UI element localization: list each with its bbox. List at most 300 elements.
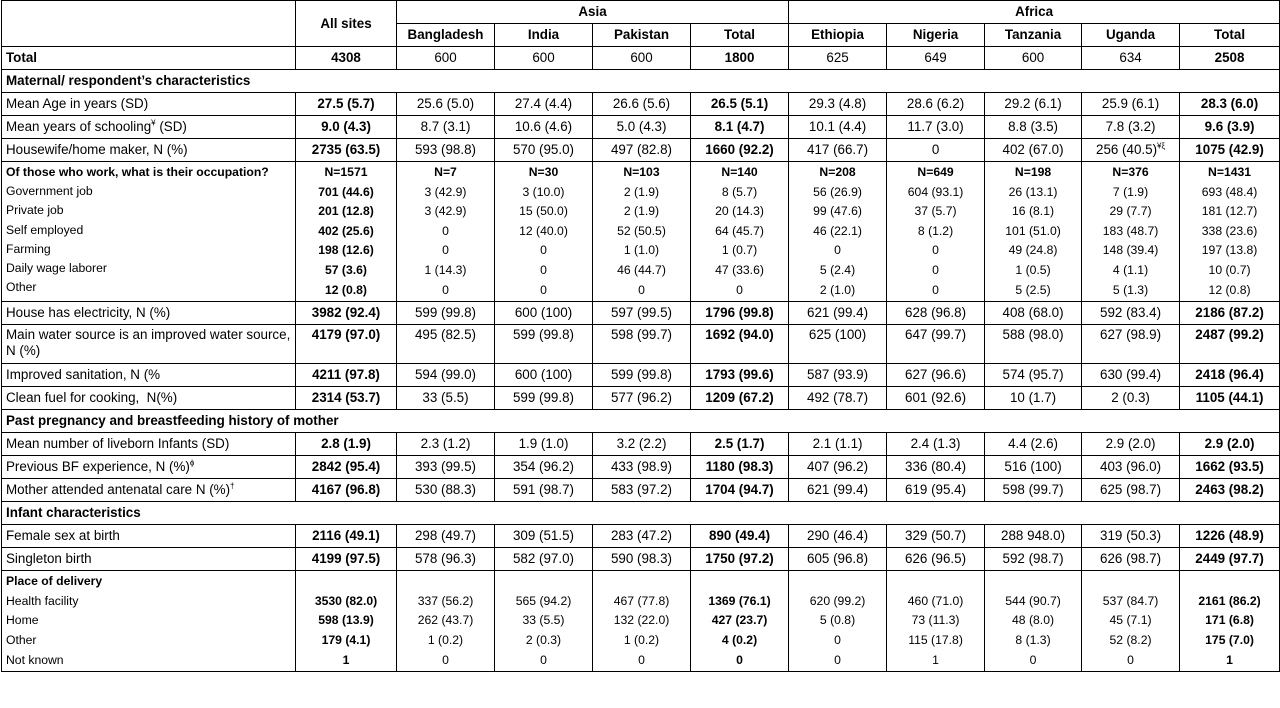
total-row — [2, 47, 1280, 70]
cell: 599 (99.8) — [397, 302, 495, 325]
cell: 8.1 (4.7) — [691, 116, 789, 139]
cell-value: 0 — [736, 282, 743, 297]
cell: 577 (96.2) — [593, 387, 691, 410]
cell-value: 338 (23.6) — [1201, 223, 1258, 238]
cell-value: 7 (1.9) — [1112, 184, 1149, 199]
cell-value: 402 (25.6) — [318, 223, 374, 238]
cell-value: 99 (47.6) — [813, 204, 862, 219]
cell: 9.6 (3.9) — [1180, 116, 1280, 139]
cell: 1704 (94.7) — [691, 479, 789, 502]
cell: 599 (99.8) — [593, 364, 691, 387]
cell-value: 4 (0.2) — [721, 632, 758, 647]
cell: 2.8 (1.9) — [296, 433, 397, 456]
table-row — [2, 433, 1280, 456]
cell-value: 337 (56.2) — [417, 593, 474, 608]
cell-value: 12 (40.0) — [519, 223, 568, 238]
cell-value: 1 — [932, 652, 939, 667]
delivery-col — [495, 571, 593, 672]
n-value: N=649 — [917, 165, 954, 179]
n-value: N=7 — [434, 165, 457, 179]
cell-value: 604 (93.1) — [907, 184, 964, 199]
table-row — [2, 116, 1280, 139]
row-label: Mean Age in years (SD) — [2, 93, 296, 116]
occupation-label: Daily wage laborer — [6, 261, 107, 276]
cell-value: 52 (8.2) — [1109, 632, 1152, 647]
occupation-label: Self employed — [6, 222, 84, 237]
cell-value: 1 (0.2) — [623, 632, 660, 647]
cell: 407 (96.2) — [789, 456, 887, 479]
cell: 591 (98.7) — [495, 479, 593, 502]
cell: 1793 (99.6) — [691, 364, 789, 387]
cell-value: 0 — [736, 652, 743, 667]
cell: 600 — [495, 47, 593, 70]
cell: 288 948.0) — [985, 525, 1082, 548]
cell: 1660 (92.2) — [691, 139, 789, 162]
cell-value: 3 (42.9) — [424, 204, 467, 219]
cell-value: 1 — [342, 652, 350, 667]
cell-value: 181 (12.7) — [1201, 204, 1258, 219]
cell-value: 37 (5.7) — [914, 204, 957, 219]
row-label: Improved sanitation, N (% — [2, 364, 296, 387]
cell-value: 12 (0.8) — [324, 282, 367, 297]
header-country: Bangladesh — [397, 24, 495, 47]
cell: 2463 (98.2) — [1180, 479, 1280, 502]
cell-value: 256 (40.5) — [1096, 142, 1158, 157]
cell: 625 (98.7) — [1082, 479, 1180, 502]
cell-value: 598 (13.9) — [318, 613, 374, 628]
delivery-label: Health facility — [6, 593, 79, 608]
cell: 627 (98.9) — [1082, 325, 1180, 364]
cell-value: 183 (48.7) — [1102, 223, 1159, 238]
cell-value: 33 (5.5) — [522, 613, 565, 628]
cell-value: 73 (11.3) — [911, 613, 960, 628]
table-row — [2, 302, 1280, 325]
cell-value: 1 (1.0) — [623, 243, 660, 258]
delivery-col — [593, 571, 691, 672]
cell: 2418 (96.4) — [1180, 364, 1280, 387]
cell-value: 16 (8.1) — [1012, 204, 1055, 219]
cell-value: 1369 (76.1) — [708, 593, 771, 608]
cell-value: 620 (99.2) — [809, 593, 866, 608]
cell: 2116 (49.1) — [296, 525, 397, 548]
cell: 630 (99.4) — [1082, 364, 1180, 387]
cell: 626 (98.7) — [1082, 548, 1180, 571]
header-asia: Asia — [397, 1, 789, 24]
cell: 2.3 (1.2) — [397, 433, 495, 456]
table-row — [2, 139, 1280, 162]
cell-value: 0 — [834, 632, 841, 647]
cell-value: 4 (1.1) — [1112, 262, 1149, 277]
cell: 27.4 (4.4) — [495, 93, 593, 116]
cell: 3.2 (2.2) — [593, 433, 691, 456]
row-label: Female sex at birth — [2, 525, 296, 548]
cell-value: 8 (5.7) — [721, 184, 758, 199]
cell-value: 2 (0.3) — [525, 632, 562, 647]
cell: 598 (99.7) — [985, 479, 1082, 502]
table-row — [2, 525, 1280, 548]
cell: 1796 (99.8) — [691, 302, 789, 325]
section-row — [2, 410, 1280, 433]
cell: 29.3 (4.8) — [789, 93, 887, 116]
delivery-labels — [2, 571, 296, 672]
table-row — [2, 325, 1280, 364]
n-value: N=376 — [1112, 165, 1149, 179]
cell-value: 0 — [834, 243, 841, 258]
occupation-col — [397, 162, 495, 302]
footnote-mark: † — [230, 481, 235, 491]
cell: 33 (5.5) — [397, 387, 495, 410]
cell: 433 (98.9) — [593, 456, 691, 479]
cell: 29.2 (6.1) — [985, 93, 1082, 116]
cell: 2 (0.3) — [1082, 387, 1180, 410]
header-row-regions — [2, 1, 1280, 24]
cell: 0 — [887, 139, 985, 162]
cell: 625 (100) — [789, 325, 887, 364]
cell: 2.4 (1.3) — [887, 433, 985, 456]
cell-value: 0 — [1127, 652, 1134, 667]
cell-value: 427 (23.7) — [711, 613, 768, 628]
section-heading: Past pregnancy and breastfeeding history of mother — [2, 410, 1280, 433]
cell: 582 (97.0) — [495, 548, 593, 571]
cell: 1180 (98.3) — [691, 456, 789, 479]
cell: 574 (95.7) — [985, 364, 1082, 387]
cell-value: 262 (43.7) — [417, 613, 474, 628]
cell-value: 537 (84.7) — [1102, 593, 1159, 608]
cell: 1226 (48.9) — [1180, 525, 1280, 548]
cell-value: 467 (77.8) — [613, 593, 670, 608]
cell-value: 46 (22.1) — [813, 223, 862, 238]
cell-value: 0 — [932, 243, 939, 258]
cell: 588 (98.0) — [985, 325, 1082, 364]
cell: 626 (96.5) — [887, 548, 985, 571]
header-blank-cell — [2, 1, 296, 47]
occupation-col — [1082, 162, 1180, 302]
occupation-col — [789, 162, 887, 302]
cell-value: 1 (0.7) — [721, 243, 758, 258]
delivery-col — [691, 571, 789, 672]
characteristics-table — [1, 0, 1280, 672]
cell-value: 26 (13.1) — [1008, 184, 1058, 199]
cell: 516 (100) — [985, 456, 1082, 479]
header-country: Uganda — [1082, 24, 1180, 47]
cell-value: 198 (12.6) — [318, 243, 374, 258]
cell-value: 2 (1.9) — [623, 204, 660, 219]
cell-value: 12 (0.8) — [1208, 282, 1251, 297]
table-row — [2, 548, 1280, 571]
cell: 625 — [789, 47, 887, 70]
cell-value: 0 — [540, 652, 547, 667]
header-africa: Africa — [789, 1, 1280, 24]
occupation-label: Other — [6, 280, 37, 295]
cell: 1.9 (1.0) — [495, 433, 593, 456]
cell: 283 (47.2) — [593, 525, 691, 548]
n-value: N=103 — [623, 165, 660, 179]
cell: 492 (78.7) — [789, 387, 887, 410]
cell-value: 148 (39.4) — [1102, 243, 1159, 258]
cell-value: 56 (26.9) — [813, 184, 862, 199]
occupation-col — [985, 162, 1082, 302]
cell-value: 544 (90.7) — [1005, 593, 1061, 608]
row-label: Clean fuel for cooking, N(%) — [2, 387, 296, 410]
row-label-text: Previous BF experience, N (%) — [6, 459, 190, 475]
cell-value: 132 (22.0) — [613, 613, 670, 628]
cell: 599 (99.8) — [495, 325, 593, 364]
cell: 9.0 (4.3) — [296, 116, 397, 139]
cell-value: 0 — [834, 652, 841, 667]
cell: 2.9 (2.0) — [1180, 433, 1280, 456]
cell — [1082, 139, 1180, 162]
cell: 621 (99.4) — [789, 479, 887, 502]
cell: 1209 (67.2) — [691, 387, 789, 410]
cell: 309 (51.5) — [495, 525, 593, 548]
cell: 25.9 (6.1) — [1082, 93, 1180, 116]
cell-value: 5 (2.4) — [819, 262, 856, 277]
cell: 890 (49.4) — [691, 525, 789, 548]
cell-value: 5 (2.5) — [1015, 282, 1051, 297]
cell: 2186 (87.2) — [1180, 302, 1280, 325]
section-row — [2, 70, 1280, 93]
occupation-col — [593, 162, 691, 302]
cell-value: 52 (50.5) — [617, 223, 666, 238]
cell-value: 565 (94.2) — [515, 593, 572, 608]
cell-value: 2 (1.0) — [819, 282, 856, 297]
table-row — [2, 364, 1280, 387]
cell: 2842 (95.4) — [296, 456, 397, 479]
occupation-col — [296, 162, 397, 302]
cell: 2508 — [1180, 47, 1280, 70]
header-country: Ethiopia — [789, 24, 887, 47]
cell: 578 (96.3) — [397, 548, 495, 571]
cell: 600 — [593, 47, 691, 70]
occupation-col — [691, 162, 789, 302]
delivery-label: Home — [6, 613, 39, 628]
cell-value: 29 (7.7) — [1109, 204, 1152, 219]
cell-value: 1 — [1226, 652, 1233, 667]
cell: 4199 (97.5) — [296, 548, 397, 571]
cell: 4211 (97.8) — [296, 364, 397, 387]
cell: 583 (97.2) — [593, 479, 691, 502]
cell: 600 — [985, 47, 1082, 70]
cell: 634 — [1082, 47, 1180, 70]
cell-value: 175 (7.0) — [1205, 632, 1254, 647]
cell: 599 (99.8) — [495, 387, 593, 410]
cell: 4179 (97.0) — [296, 325, 397, 364]
delivery-col — [887, 571, 985, 672]
n-value: N=198 — [1014, 165, 1052, 179]
cell: 26.6 (5.6) — [593, 93, 691, 116]
cell-value: 197 (13.8) — [1201, 243, 1258, 258]
row-label — [2, 456, 296, 479]
section-heading: Infant characteristics — [2, 502, 1280, 525]
cell: 28.3 (6.0) — [1180, 93, 1280, 116]
cell: 2735 (63.5) — [296, 139, 397, 162]
row-label: Singleton birth — [2, 548, 296, 571]
cell: 4308 — [296, 47, 397, 70]
delivery-title: Place of delivery — [6, 574, 103, 589]
cell-value: 701 (44.6) — [318, 184, 374, 199]
cell: 601 (92.6) — [887, 387, 985, 410]
delivery-col — [789, 571, 887, 672]
occupation-title: Of those who work, what is their occupation? — [6, 165, 269, 179]
header-country: Nigeria — [887, 24, 985, 47]
cell: 2.5 (1.7) — [691, 433, 789, 456]
cell-value: 2161 (86.2) — [1198, 593, 1261, 608]
n-value: N=208 — [819, 165, 856, 179]
cell: 402 (67.0) — [985, 139, 1082, 162]
section-row — [2, 502, 1280, 525]
cell: 393 (99.5) — [397, 456, 495, 479]
cell-value: 2 (1.9) — [623, 184, 660, 199]
cell: 319 (50.3) — [1082, 525, 1180, 548]
cell: 1750 (97.2) — [691, 548, 789, 571]
cell: 5.0 (4.3) — [593, 116, 691, 139]
occupation-labels — [2, 162, 296, 302]
occupation-col — [1180, 162, 1280, 302]
cell-value: 0 — [1029, 652, 1037, 667]
cell-value: 47 (33.6) — [715, 262, 764, 277]
cell: 605 (96.8) — [789, 548, 887, 571]
cell-value: 3 (42.9) — [424, 184, 467, 199]
cell: 530 (88.3) — [397, 479, 495, 502]
cell: 28.6 (6.2) — [887, 93, 985, 116]
header-country: Tanzania — [985, 24, 1082, 47]
occupation-col — [495, 162, 593, 302]
delivery-col — [296, 571, 397, 672]
cell: 2449 (97.7) — [1180, 548, 1280, 571]
header-country: Total — [1180, 24, 1280, 47]
cell-value: 0 — [932, 262, 939, 277]
delivery-col — [397, 571, 495, 672]
n-value: N=1431 — [1208, 165, 1252, 179]
cell-value: 49 (24.8) — [1008, 243, 1058, 258]
cell: 497 (82.8) — [593, 139, 691, 162]
cell: 2487 (99.2) — [1180, 325, 1280, 364]
cell: 570 (95.0) — [495, 139, 593, 162]
cell-value: 57 (3.6) — [324, 262, 367, 277]
cell: 1105 (44.1) — [1180, 387, 1280, 410]
cell: 597 (99.5) — [593, 302, 691, 325]
cell: 10.1 (4.4) — [789, 116, 887, 139]
n-value: N=140 — [721, 165, 758, 179]
cell: 11.7 (3.0) — [887, 116, 985, 139]
row-label: House has electricity, N (%) — [2, 302, 296, 325]
cell: 587 (93.9) — [789, 364, 887, 387]
occupation-label: Government job — [6, 184, 93, 198]
cell: 403 (96.0) — [1082, 456, 1180, 479]
cell-value: 1 (0.2) — [427, 632, 464, 647]
cell-value: 0 — [442, 282, 449, 297]
cell: 4.4 (2.6) — [985, 433, 1082, 456]
cell: 3982 (92.4) — [296, 302, 397, 325]
cell-value: 64 (45.7) — [715, 223, 764, 238]
n-value: N=30 — [528, 165, 559, 179]
cell: 600 (100) — [495, 364, 593, 387]
delivery-col — [1180, 571, 1280, 672]
cell-value: 5 (0.8) — [819, 613, 856, 628]
cell: 8.7 (3.1) — [397, 116, 495, 139]
cell: 25.6 (5.0) — [397, 93, 495, 116]
cell: 298 (49.7) — [397, 525, 495, 548]
occupation-block — [2, 162, 1280, 302]
cell-value: 46 (44.7) — [617, 262, 666, 277]
cell-value: 1 (0.5) — [1015, 262, 1051, 277]
cell: 1662 (93.5) — [1180, 456, 1280, 479]
section-heading: Maternal/ respondent’s characteristics — [2, 70, 1280, 93]
cell-value: 693 (48.4) — [1201, 184, 1258, 199]
cell: 7.8 (3.2) — [1082, 116, 1180, 139]
cell: 408 (68.0) — [985, 302, 1082, 325]
row-label-text: Mother attended antenatal care N (%) — [6, 482, 231, 498]
cell: 10.6 (4.6) — [495, 116, 593, 139]
footnote-mark: ɸ — [189, 458, 195, 468]
table-row — [2, 456, 1280, 479]
row-label: Housewife/home maker, N (%) — [2, 139, 296, 162]
cell-value: 0 — [442, 652, 449, 667]
cell-value: 8 (1.2) — [917, 223, 954, 238]
cell: 1692 (94.0) — [691, 325, 789, 364]
row-label — [2, 479, 296, 502]
cell-value: 5 (1.3) — [1112, 282, 1149, 297]
cell-value: 460 (71.0) — [907, 593, 964, 608]
cell: 336 (80.4) — [887, 456, 985, 479]
n-value: N=1571 — [324, 165, 368, 179]
cell-value: 0 — [442, 243, 449, 258]
cell-value: 45 (7.1) — [1109, 613, 1152, 628]
cell: 600 (100) — [495, 302, 593, 325]
cell: 1800 — [691, 47, 789, 70]
cell: 590 (98.3) — [593, 548, 691, 571]
cell: 8.8 (3.5) — [985, 116, 1082, 139]
cell: 290 (46.4) — [789, 525, 887, 548]
row-label: Total — [2, 47, 296, 70]
cell: 592 (98.7) — [985, 548, 1082, 571]
cell-value: 48 (8.0) — [1012, 613, 1055, 628]
row-label: Mean number of liveborn Infants (SD) — [2, 433, 296, 456]
cell-value: 0 — [442, 223, 449, 238]
cell-value: 1 (14.3) — [424, 262, 467, 277]
row-label-text: (SD) — [155, 119, 187, 134]
cell-value: 0 — [638, 282, 645, 297]
cell: 628 (96.8) — [887, 302, 985, 325]
header-country: Total — [691, 24, 789, 47]
delivery-block — [2, 571, 1280, 672]
row-label: Main water source is an improved water source, N (%) — [2, 325, 296, 364]
cell: 27.5 (5.7) — [296, 93, 397, 116]
header-country: India — [495, 24, 593, 47]
occupation-label: Private job — [6, 203, 64, 218]
cell: 592 (83.4) — [1082, 302, 1180, 325]
cell: 26.5 (5.1) — [691, 93, 789, 116]
cell-value: 3530 (82.0) — [314, 593, 378, 608]
cell-value: 15 (50.0) — [519, 204, 568, 219]
table-row — [2, 479, 1280, 502]
cell: 600 — [397, 47, 495, 70]
cell: 417 (66.7) — [789, 139, 887, 162]
cell: 10 (1.7) — [985, 387, 1082, 410]
cell: 619 (95.4) — [887, 479, 985, 502]
occupation-label: Farming — [6, 241, 51, 256]
cell: 1075 (42.9) — [1180, 139, 1280, 162]
cell-value: 3 (10.0) — [522, 184, 565, 199]
delivery-col — [1082, 571, 1180, 672]
cell: 2.9 (2.0) — [1082, 433, 1180, 456]
cell-value: 20 (14.3) — [715, 204, 764, 219]
row-label — [2, 116, 296, 139]
cell-value: 0 — [540, 243, 547, 258]
cell-value: 115 (17.8) — [908, 632, 963, 647]
cell: 647 (99.7) — [887, 325, 985, 364]
cell: 495 (82.5) — [397, 325, 495, 364]
